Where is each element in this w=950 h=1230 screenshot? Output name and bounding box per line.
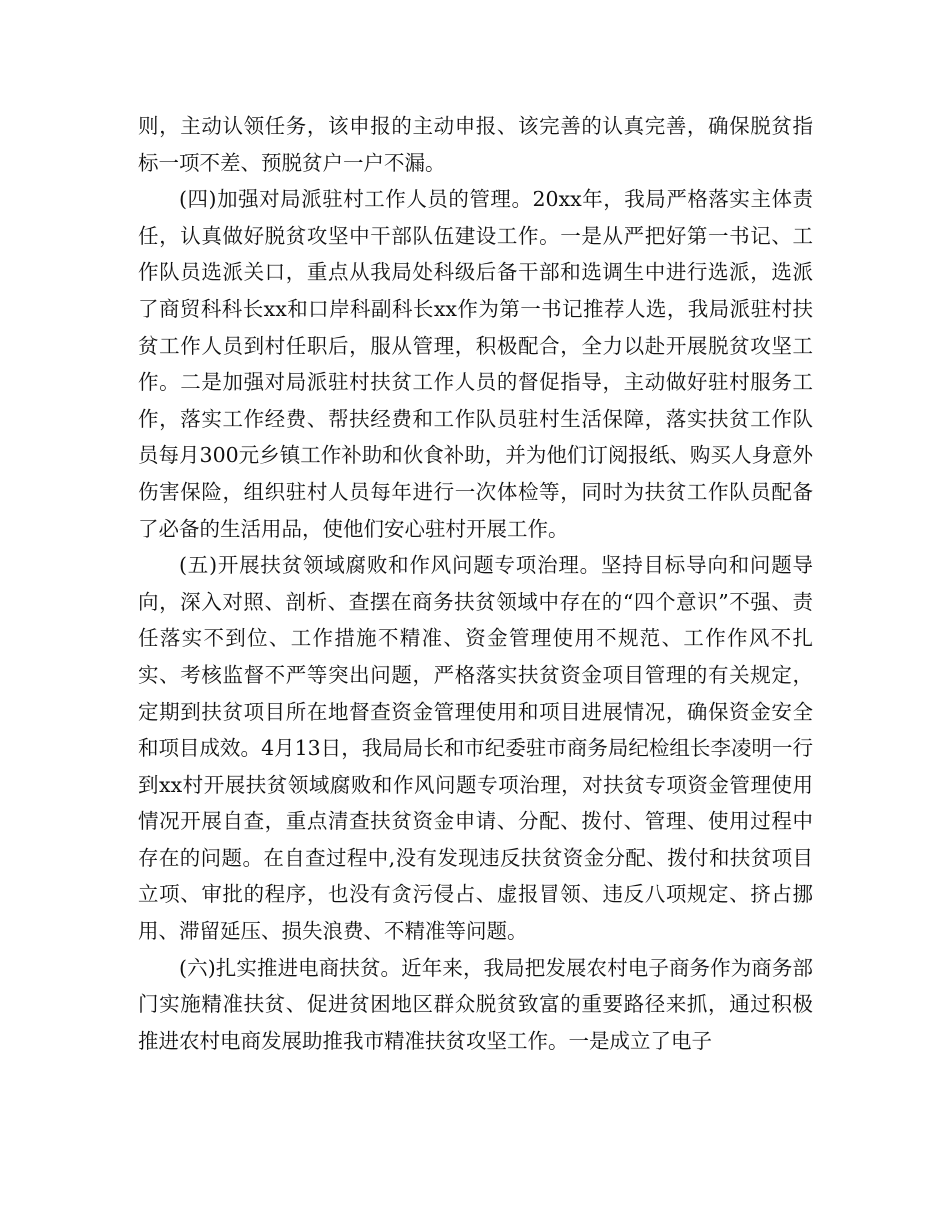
document-body [138,108,813,1059]
paragraph-section-4: (四)加强对局派驻村工作人员的管理。20xx年，我局严格落实主体责任，认真做好脱贫攻坚中干部队伍建设工作。一是从严把好第一书记、工作队员选派关口，重点从我局处科级后备干部和选调生中进行选派，选派了商贸科科长xx和口岸科副科长xx作为第一书记推荐人选，我局派驻村扶贫工作人员到村任职后，服从管理，积极配合，全力以赴开展脱贫攻坚工作。二是加强对局派驻村扶贫工作人员的督促指导，主动做好驻村服务工作，落实工作经费、帮扶经费和工作队员驻村生活保障，落实扶贫工作队员每月300元乡镇工作补助和伙食补助，并为他们订阅报纸、购买人身意外伤害保险，组织驻村人员每年进行一次体检等，同时为扶贫工作队员配备了必备的生活用品，使他们安心驻村开展工作。 [138,187,813,541]
paragraph-section-6: (六)扎实推进电商扶贫。近年来，我局把发展农村电子商务作为商务部门实施精准扶贫、促进贫困地区群众脱贫致富的重要路径来抓，通过积极推进农村电商发展助推我市精准扶贫攻坚工作。一是成立了电子 [138,955,813,1053]
paragraph-continuation: 则，主动认领任务，该申报的主动申报、该完善的认真完善，确保脱贫指标一项不差、预脱贫户一户不漏。 [138,114,813,175]
paragraph-section-5: (五)开展扶贫领域腐败和作风问题专项治理。坚持目标导向和问题导向，深入对照、剖析、查摆在商务扶贫领域中存在的“四个意识”不强、责任落实不到位、工作措施不精准、资金管理使用不规范、工作作风不扎实、考核监督不严等突出问题，严格落实扶贫资金项目管理的有关规定，定期到扶贫项目所在地督查资金管理使用和项目进展情况，确保资金安全和项目成效。4月13日，我局局长和市纪委驻市商务局纪检组长李凌明一行到xx村开展扶贫领域腐败和作风问题专项治理，对扶贫专项资金管理使用情况开展自查，重点清查扶贫资金申请、分配、拨付、管理、使用过程中存在的问题。在自查过程中,没有发现违反扶贫资金分配、拨付和扶贫项目立项、审批的程序，也没有贪污侵占、虚报冒领、违反八项规定、挤占挪用、滞留延压、损失浪费、不精准等问题。 [138,553,813,944]
